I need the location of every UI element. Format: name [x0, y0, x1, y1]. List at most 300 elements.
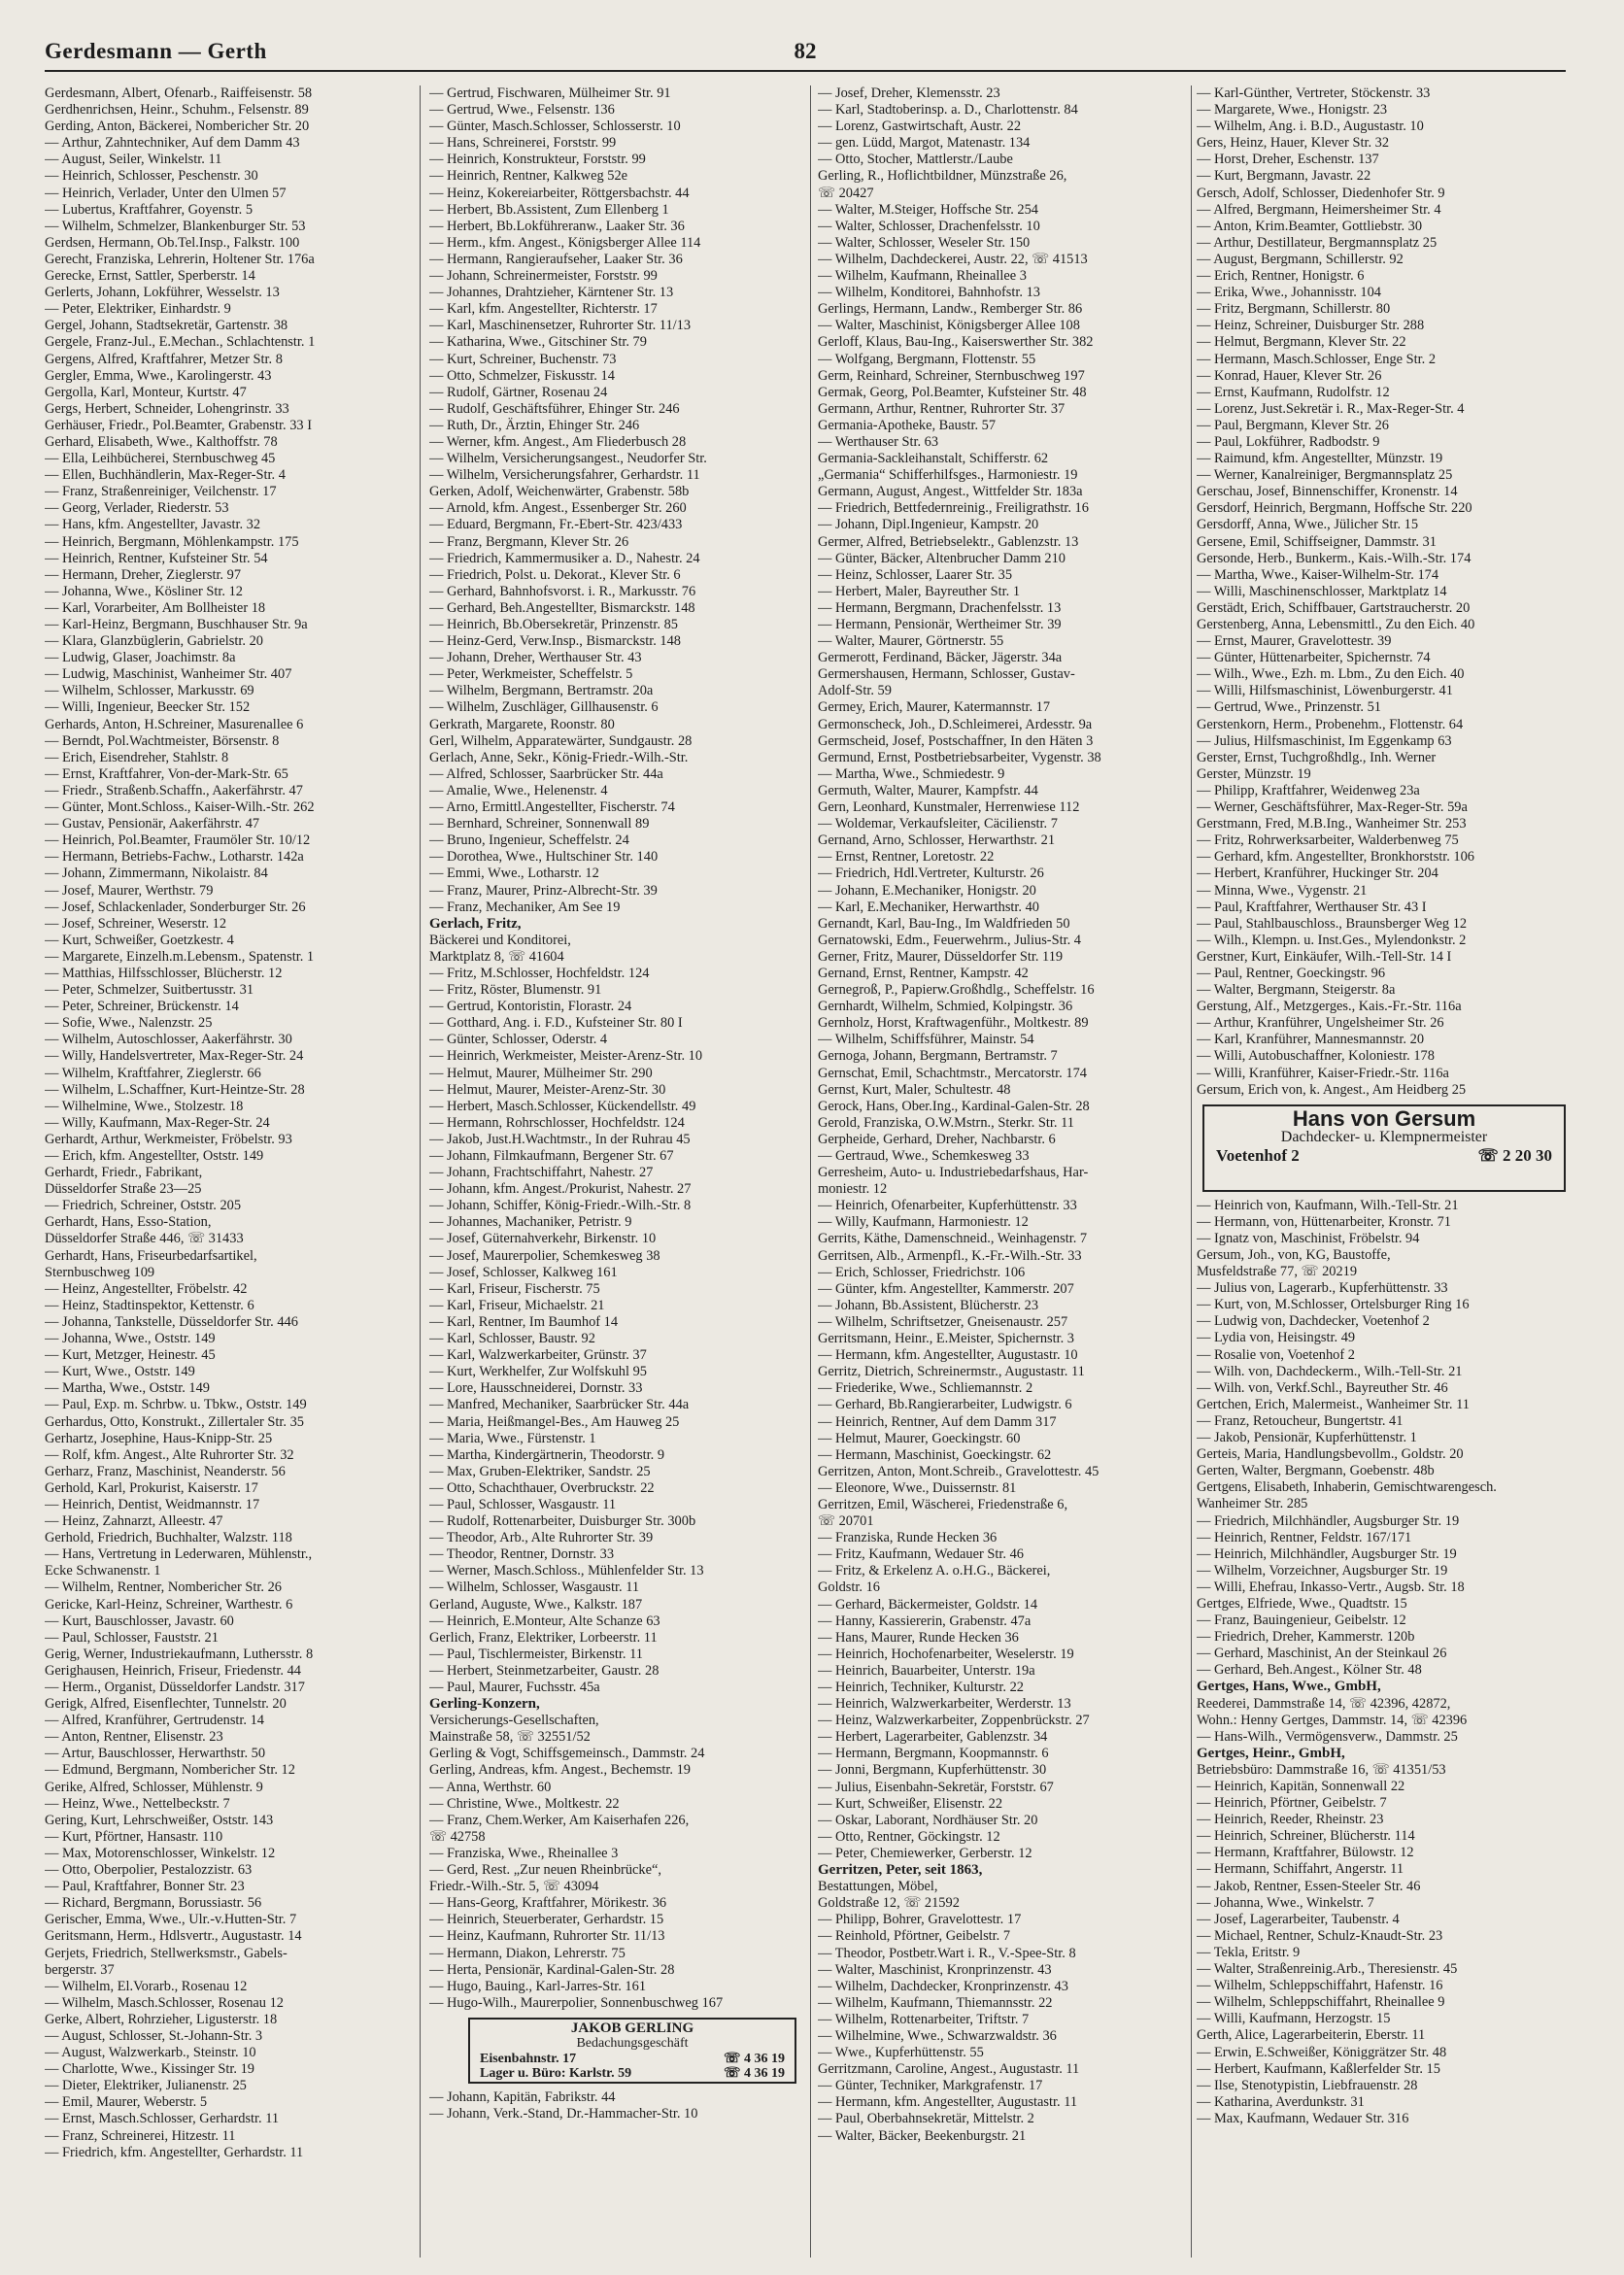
directory-entry: — Johann, Kapitän, Fabrikstr. 44: [429, 2088, 616, 2105]
directory-entry: — Herta, Pensionär, Kardinal-Galen-Str. 28: [429, 1961, 675, 1978]
directory-entry: — Wolfgang, Bergmann, Flottenstr. 55: [818, 351, 1036, 367]
directory-entry: — Karl, Maschinensetzer, Ruhrorter Str. 11/13: [429, 318, 692, 334]
directory-entry: — Friedrich, Kammermusiker a. D., Nahestr. 24: [429, 550, 700, 566]
directory-entry: ☏ 42758: [429, 1828, 486, 1845]
directory-entry: — Günter, Hüttenarbeiter, Spichernstr. 74: [1197, 650, 1431, 666]
directory-entry: — Michael, Rentner, Schulz-Knaudt-Str. 23: [1197, 1927, 1443, 1944]
directory-entry: — Heinz, Stadtinspektor, Kettenstr. 6: [45, 1297, 254, 1313]
directory-entry: — Herm., Organist, Düsseldorfer Landstr. 317: [45, 1680, 305, 1695]
directory-entry: — Minna, Wwe., Vygenstr. 21: [1197, 882, 1368, 899]
directory-entry: — Arthur, Zahntechniker, Auf dem Damm 43: [45, 135, 300, 152]
directory-entry: — Walter, Maschinist, Königsberger Allee 108: [818, 318, 1080, 334]
directory-entry: — Georg, Verlader, Riederstr. 53: [45, 500, 229, 517]
directory-entry: — Rolf, kfm. Angest., Alte Ruhrorter Str. 32: [45, 1446, 294, 1463]
directory-entry: Gering, Kurt, Lehrschweißer, Oststr. 143: [45, 1812, 274, 1828]
directory-entry: — Franz, Straßenreiniger, Veilchenstr. 17: [45, 484, 277, 500]
directory-entry: Gerhard, Elisabeth, Wwe., Kalthoffstr. 78: [45, 433, 278, 450]
directory-entry: — Kurt, Bergmann, Javastr. 22: [1197, 168, 1371, 185]
directory-entry: — Wilhelm, Bergmann, Bertramstr. 20a: [429, 683, 654, 699]
directory-entry: Gerpheide, Gerhard, Dreher, Nachbarstr. 6: [818, 1131, 1056, 1147]
directory-entry: — Wilh., Klempn. u. Inst.Ges., Mylendonkstr. 2: [1197, 932, 1467, 948]
directory-entry: — Heinrich, Reeder, Rheinstr. 23: [1197, 1812, 1384, 1828]
directory-entry: — Lorenz, Just.Sekretär i. R., Max-Reger-Str. 4: [1197, 400, 1465, 417]
directory-entry: Gerlach, Anne, Sekr., König-Friedr.-Wilh.-Str.: [429, 749, 689, 765]
directory-entry: Düsseldorfer Straße 446, ☏ 31433: [45, 1231, 244, 1247]
directory-entry: — Heinrich, Rentner, Kufsteiner Str. 54: [45, 550, 268, 566]
directory-entry: Gerstung, Alf., Metzgerges., Kais.-Fr.-Str. 116a: [1197, 999, 1462, 1015]
directory-entry: Gersum, Erich von, k. Angest., Am Heidberg 25: [1197, 1081, 1467, 1098]
directory-entry: — Hermann, kfm. Angestellter, Augustastr. 10: [818, 1347, 1078, 1364]
column-4: [1197, 85, 1573, 2261]
directory-entry: Mainstraße 58, ☏ 32551/52: [429, 1729, 591, 1746]
directory-entry: Germann, August, Angest., Wittfelder Str. 183a: [818, 484, 1083, 500]
directory-entry: — Johanna, Wwe., Oststr. 149: [45, 1331, 216, 1347]
directory-entry: Gerritzen, Peter, seit 1863,: [818, 1862, 983, 1879]
directory-entry: — Paul, Rentner, Goeckingstr. 96: [1197, 965, 1386, 981]
directory-entry: Gerharz, Franz, Maschinist, Neanderstr. 56: [45, 1463, 286, 1479]
directory-entry: — Artur, Bauschlosser, Herwarthstr. 50: [45, 1746, 266, 1762]
directory-entry: — Sofie, Wwe., Nalenzstr. 25: [45, 1015, 213, 1032]
directory-entry: Gerl, Wilhelm, Apparatewärter, Sundgaustr. 28: [429, 732, 693, 749]
directory-entry: — Erich, kfm. Angestellter, Oststr. 149: [45, 1148, 264, 1164]
directory-entry: — Paul, Stahlbauschloss., Braunsberger Weg 12: [1197, 915, 1468, 932]
directory-entry: — Kurt, Schreiner, Buchenstr. 73: [429, 351, 617, 367]
directory-entry: — Jakob, Rentner, Essen-Steeler Str. 46: [1197, 1878, 1421, 1894]
directory-entry: — Johann, Frachtschiffahrt, Nahestr. 27: [429, 1165, 654, 1181]
directory-entry: Germania-Sackleihanstalt, Schifferstr. 62: [818, 451, 1049, 467]
directory-entry: — Wwe., Kupferhüttenstr. 55: [818, 2045, 984, 2061]
directory-entry: — Tekla, Eritstr. 9: [1197, 1944, 1301, 1960]
directory-entry: — Ludwig, Glaser, Joachimstr. 8a: [45, 650, 236, 666]
directory-entry: — Hans-Wilh., Vermögensverw., Dammstr. 25: [1197, 1728, 1458, 1745]
directory-entry: — Ludwig von, Dachdecker, Voetenhof 2: [1197, 1313, 1430, 1330]
directory-entry: — Franz, Chem.Werker, Am Kaiserhafen 226,: [429, 1812, 690, 1828]
directory-entry: — Gerhard, Maschinist, An der Steinkaul 26: [1197, 1646, 1447, 1662]
directory-entry: — Fritz, Rohrwerksarbeiter, Walderbenweg 75: [1197, 832, 1459, 849]
directory-entry: — Jonni, Bergmann, Kupferhüttenstr. 30: [818, 1762, 1047, 1779]
directory-entry: — Maria, Heißmangel-Bes., Am Hauweg 25: [429, 1413, 680, 1430]
directory-entry: Gertges, Hans, Wwe., GmbH,: [1197, 1679, 1381, 1695]
directory-entry: — Horst, Dreher, Eschenstr. 137: [1197, 152, 1379, 168]
directory-entry: Germania-Apotheke, Baustr. 57: [818, 417, 997, 433]
directory-entry: — Günter, Mont.Schloss., Kaiser-Wilh.-Str. 262: [45, 799, 315, 816]
directory-entry: — Arno, Ermittl.Angestellter, Fischerstr. 74: [429, 799, 675, 816]
directory-entry: — Heinz, Walzwerkarbeiter, Zoppenbrückstr. 27: [818, 1713, 1090, 1729]
directory-entry: — Werner, Masch.Schloss., Mühlenfelder Str. 13: [429, 1563, 704, 1579]
directory-entry: Gers, Heinz, Hauer, Klever Str. 32: [1197, 135, 1390, 152]
directory-entry: — Kurt, Schweißer, Elisenstr. 22: [818, 1795, 1003, 1812]
directory-entry: — Peter, Schmelzer, Suitbertusstr. 31: [45, 982, 254, 999]
directory-entry: Gerock, Hans, Ober.Ing., Kardinal-Galen-Str. 28: [818, 1098, 1090, 1114]
directory-entry: — Bernhard, Schreiner, Sonnenwall 89: [429, 816, 650, 832]
directory-entry: — Ernst, Rentner, Loretostr. 22: [818, 849, 995, 866]
directory-entry: Gernschat, Emil, Schachtmstr., Mercatorstr. 174: [818, 1065, 1087, 1081]
directory-entry: — Wilhelm, Ang. i. B.D., Augustastr. 10: [1197, 119, 1424, 135]
directory-entry: Gerjets, Friedrich, Stellwerksmstr., Gabels-: [45, 1945, 288, 1961]
directory-entry: — Franziska, Runde Hecken 36: [818, 1530, 998, 1546]
directory-entry: — Wilhelm, Kaufmann, Rheinallee 3: [818, 268, 1027, 285]
directory-entry: — Josef, Lagerarbeiter, Taubenstr. 4: [1197, 1911, 1400, 1927]
directory-entry: — Walter, Straßenreinig.Arb., Theresienstr. 45: [1197, 1961, 1458, 1978]
directory-entry: — Günter, Masch.Schlosser, Schlosserstr. 10: [429, 119, 681, 135]
column-2: [429, 85, 806, 2261]
directory-entry: — Wilhelmine, Wwe., Schwarzwaldstr. 36: [818, 2027, 1057, 2044]
directory-entry: — Ellen, Buchhändlerin, Max-Reger-Str. 4: [45, 467, 286, 484]
directory-entry: — Johann, Zimmermann, Nikolaistr. 84: [45, 866, 268, 882]
directory-entry: — Otto, Schmelzer, Fiskusstr. 14: [429, 367, 615, 384]
directory-entry: Gersonde, Herb., Bunkerm., Kais.-Wilh.-Str. 174: [1197, 550, 1472, 566]
directory-entry: — Berndt, Pol.Wachtmeister, Börsenstr. 8: [45, 732, 280, 749]
ad-phone: ☏ 4 36 19: [723, 2066, 785, 2082]
directory-entry: Betriebsbüro: Dammstraße 16, ☏ 41351/53: [1197, 1761, 1446, 1778]
directory-entry: Gerster, Münzstr. 19: [1197, 765, 1311, 782]
directory-entry: — Heinrich, Walzwerkarbeiter, Werderstr. 13: [818, 1696, 1071, 1713]
directory-entry: Gernand, Arno, Schlosser, Herwarthstr. 21: [818, 832, 1056, 849]
page-number: 82: [794, 39, 817, 63]
directory-entry: — Hermann, Dreher, Zieglerstr. 97: [45, 566, 242, 583]
directory-entry: — Johanna, Wwe., Winkelstr. 7: [1197, 1894, 1374, 1911]
ad-subtitle: Dachdecker- u. Klempnermeister: [1280, 1128, 1488, 1145]
directory-entry: — Max, Gruben-Elektriker, Sandstr. 25: [429, 1463, 651, 1479]
directory-entry: — Friedrich, Polst. u. Dekorat., Klever Str. 6: [429, 566, 681, 583]
directory-entry: — Max, Motorenschlosser, Winkelstr. 12: [45, 1845, 276, 1861]
directory-entry: — Johann, kfm. Angest./Prokurist, Nahestr. 27: [429, 1181, 692, 1198]
directory-entry: — Kurt, Metzger, Heinestr. 45: [45, 1347, 216, 1364]
directory-entry: Gergel, Johann, Stadtsekretär, Gartenstr. 38: [45, 318, 288, 334]
column-3: [818, 85, 1185, 2261]
directory-entry: — Friederike, Wwe., Schliemannstr. 2: [818, 1380, 1033, 1397]
directory-entry: — Walter, Schlosser, Weseler Str. 150: [818, 234, 1031, 251]
directory-entry: — Karl, Vorarbeiter, Am Bollheister 18: [45, 599, 266, 616]
directory-entry: Gerritzen, Emil, Wäscherei, Friedenstraße 6,: [818, 1496, 1068, 1512]
directory-entry: Gerecht, Franziska, Lehrerin, Holtener Str. 176a: [45, 251, 315, 267]
directory-entry: Goldstr. 16: [818, 1579, 880, 1596]
directory-entry: — Walter, Maschinist, Kronprinzenstr. 43: [818, 1961, 1052, 1978]
directory-entry: — Hermann, Kraftfahrer, Bülowstr. 12: [1197, 1845, 1414, 1861]
directory-entry: Gersdorf, Heinrich, Bergmann, Hoffsche Str. 220: [1197, 500, 1472, 517]
directory-entry: — Otto, Rentner, Göckingstr. 12: [818, 1828, 1000, 1845]
directory-entry: — Paul, Exp. m. Schrbw. u. Tbkw., Oststr. 149: [45, 1397, 307, 1413]
directory-entry: — Paul, Lokführer, Radbodstr. 9: [1197, 433, 1380, 450]
directory-entry: Gern, Leonhard, Kunstmaler, Herrenwiese 112: [818, 799, 1080, 816]
directory-entry: Gerlich, Franz, Elektriker, Lorbeerstr. 11: [429, 1629, 658, 1646]
directory-entry: — Julius, Hilfsmaschinist, Im Eggenkamp 63: [1197, 732, 1452, 749]
directory-entry: — Werner, Kanalreiniger, Bergmannsplatz 25: [1197, 467, 1453, 484]
directory-entry: Gertges, Elfriede, Wwe., Quadtstr. 15: [1197, 1595, 1407, 1612]
directory-entry: — Josef, Schreiner, Weserstr. 12: [45, 915, 227, 932]
directory-entry: — Lorenz, Gastwirtschaft, Austr. 22: [818, 119, 1022, 135]
directory-entry: — Helmut, Maurer, Meister-Arenz-Str. 30: [429, 1081, 666, 1098]
directory-entry: — Wilhelm, Schleppschiffahrt, Rheinallee 9: [1197, 1994, 1445, 2011]
directory-entry: — gen. Lüdd, Margot, Matenastr. 134: [818, 135, 1031, 152]
ad-address: Voetenhof 2: [1216, 1145, 1300, 1165]
ad-title: JAKOB GERLING: [570, 2020, 694, 2036]
directory-entry: — Hugo-Wilh., Maurerpolier, Sonnenbuschweg 167: [429, 1994, 724, 2011]
directory-entry: — Katharina, Averdunkstr. 31: [1197, 2093, 1365, 2110]
directory-entry: Gerhäuser, Friedr., Pol.Beamter, Grabenstr. 33 I: [45, 417, 312, 433]
directory-entry: — Hermann, Rohrschlosser, Hochfeldstr. 124: [429, 1114, 685, 1131]
directory-entry: — Wilhelm, Rentner, Nombericher Str. 26: [45, 1579, 282, 1596]
directory-entry: — August, Schlosser, St.-Johann-Str. 3: [45, 2027, 263, 2044]
directory-entry: — Hans, Vertretung in Lederwaren, Mühlenstr.,: [45, 1546, 313, 1563]
directory-entry: — Josef, Maurerpolier, Schemkesweg 38: [429, 1247, 660, 1264]
directory-entry: — Gertrud, Wwe., Felsenstr. 136: [429, 102, 615, 119]
directory-entry: — Helmut, Maurer, Mülheimer Str. 290: [429, 1065, 653, 1081]
directory-entry: Gerhardt, Hans, Esso-Station,: [45, 1214, 212, 1231]
directory-entry: Gerlerts, Johann, Lokführer, Wesselstr. 13: [45, 285, 280, 301]
directory-entry: — Edmund, Bergmann, Nombericher Str. 12: [45, 1762, 295, 1779]
directory-entry: — Margarete, Wwe., Honigstr. 23: [1197, 102, 1388, 119]
directory-entry: Gernholz, Horst, Kraftwagenführ., Moltkestr. 89: [818, 1015, 1089, 1032]
ad-address: Lager u. Büro: Karlstr. 59: [480, 2066, 632, 2082]
directory-entry: — Fritz, & Erkelenz A. o.H.G., Bäckerei,: [818, 1563, 1051, 1579]
directory-entry: Gerhards, Anton, H.Schreiner, Masurenallee 6: [45, 716, 304, 732]
directory-entry: — Kurt, Pförtner, Hansastr. 110: [45, 1828, 223, 1845]
directory-entry: Gernatowski, Edm., Feuerwehrm., Julius-Str. 4: [818, 932, 1081, 948]
column-1: [45, 85, 410, 2261]
directory-entry: — Wilhelm, Schmelzer, Blankenburger Str. 53: [45, 218, 306, 234]
directory-entry: — Friedrich, Hdl.Vertreter, Kulturstr. 26: [818, 866, 1044, 882]
directory-entry: — Heinrich, Steuerberater, Gerhardstr. 15: [429, 1912, 664, 1928]
directory-entry: Gerdsen, Hermann, Ob.Tel.Insp., Falkstr. 100: [45, 234, 300, 251]
directory-entry: — Helmut, Bergmann, Klever Str. 22: [1197, 334, 1406, 351]
directory-entry: Germuth, Walter, Maurer, Kampfstr. 44: [818, 782, 1038, 798]
directory-entry: — Fritz, Bergmann, Schillerstr. 80: [1197, 301, 1391, 318]
directory-entry: Gerding, Anton, Bäckerei, Nombericher Str. 20: [45, 119, 310, 135]
directory-entry: Germak, Georg, Pol.Beamter, Kufsteiner Str. 48: [818, 384, 1087, 400]
directory-entry: — Lubertus, Kraftfahrer, Goyenstr. 5: [45, 201, 254, 218]
directory-entry: — Rudolf, Rottenarbeiter, Duisburger Str. 300b: [429, 1513, 696, 1530]
directory-entry: — Hans, Maurer, Runde Hecken 36: [818, 1629, 1019, 1646]
ad-address: Eisenbahnstr. 17: [480, 2051, 577, 2066]
directory-entry: — Johann, Schreinermeister, Forststr. 99: [429, 268, 658, 285]
directory-entry: — Hans-Georg, Kraftfahrer, Mörikestr. 36: [429, 1895, 667, 1912]
directory-entry: — Heinrich, Kapitän, Sonnenwall 22: [1197, 1779, 1405, 1794]
directory-entry: Ecke Schwanenstr. 1: [45, 1563, 161, 1579]
directory-entry: — Franz, Retoucheur, Bungertstr. 41: [1197, 1412, 1404, 1429]
directory-entry: — Josef, Schlosser, Kalkweg 161: [429, 1264, 618, 1280]
directory-entry: — Werner, kfm. Angest., Am Fliederbusch 28: [429, 433, 687, 450]
directory-entry: Gerstmann, Fred, M.B.Ing., Wanheimer Str. 253: [1197, 816, 1467, 832]
directory-entry: — Erich, Eisendreher, Stahlstr. 8: [45, 749, 229, 765]
directory-entry: — Gertrud, Fischwaren, Mülheimer Str. 91: [429, 85, 671, 101]
directory-entry: — Fritz, Kaufmann, Wedauer Str. 46: [818, 1546, 1024, 1563]
directory-entry: Gertchen, Erich, Malermeist., Wanheimer Str. 11: [1197, 1396, 1470, 1412]
directory-entry: — Willi, Hilfsmaschinist, Löwenburgerstr. 41: [1197, 683, 1453, 699]
advertisement-box: [1202, 1104, 1566, 1192]
directory-entry: Gerresheim, Auto- u. Industriebedarfshaus, Har-: [818, 1165, 1089, 1181]
column-rule: [810, 85, 811, 2258]
directory-entry: — Julius von, Lagerarb., Kupferhüttenstr. 33: [1197, 1280, 1448, 1297]
directory-entry: — Raimund, kfm. Angestellter, Münzstr. 19: [1197, 451, 1443, 467]
directory-entry: — Eduard, Bergmann, Fr.-Ebert-Str. 423/433: [429, 517, 683, 533]
directory-entry: — Heinz, Wwe., Nettelbeckstr. 7: [45, 1795, 230, 1812]
directory-entry: — Anna, Werthstr. 60: [429, 1779, 552, 1795]
directory-entry: — Erich, Schlosser, Friedrichstr. 106: [818, 1264, 1026, 1280]
directory-entry: — Heinrich, Bb.Obersekretär, Prinzenstr. 85: [429, 617, 678, 632]
directory-entry: Gerling, Andreas, kfm. Angest., Bechemstr. 19: [429, 1762, 691, 1779]
directory-entry: — Ernst, Maurer, Gravelottestr. 39: [1197, 633, 1392, 650]
directory-entry: — Hermann, von, Hüttenarbeiter, Kronstr. 71: [1197, 1213, 1451, 1230]
directory-entry: — Herbert, Masch.Schlosser, Kückendellstr. 49: [429, 1098, 696, 1114]
directory-entry: — Karl, Walzwerkarbeiter, Grünstr. 37: [429, 1347, 647, 1364]
directory-entry: — Eleonore, Wwe., Duissernstr. 81: [818, 1479, 1017, 1496]
directory-entry: Gersene, Emil, Schiffseigner, Dammstr. 31: [1197, 533, 1437, 550]
directory-entry: — Franz, Maurer, Prinz-Albrecht-Str. 39: [429, 882, 658, 899]
directory-entry: — Gertraud, Wwe., Schemkesweg 33: [818, 1148, 1030, 1164]
directory-entry: Gerlach, Fritz,: [429, 915, 522, 932]
directory-entry: Gerig, Werner, Industriekaufmann, Luthersstr. 8: [45, 1646, 314, 1662]
directory-entry: Gerritsen, Alb., Armenpfl., K.-Fr.-Wilh.-Str. 33: [818, 1247, 1082, 1264]
directory-entry: — Karl-Heinz, Bergmann, Buschhauser Str. 9a: [45, 617, 308, 632]
directory-entry: — Wilhelm, Dachdecker, Kronprinzenstr. 43: [818, 1978, 1068, 1994]
directory-entry: Germscheid, Josef, Postschaffner, In den Häten 3: [818, 732, 1094, 749]
directory-entry: — Herbert, Kaufmann, Kaßlerfelder Str. 15: [1197, 2060, 1440, 2077]
directory-entry: Gerschau, Josef, Binnenschiffer, Kronenstr. 14: [1197, 484, 1458, 500]
directory-entry: — Johann, E.Mechaniker, Honigstr. 20: [818, 882, 1036, 899]
directory-entry: Germey, Erich, Maurer, Katermannstr. 17: [818, 699, 1051, 716]
directory-entry: — Heinrich von, Kaufmann, Wilh.-Tell-Str. 21: [1197, 1197, 1459, 1213]
directory-entry: — Willy, Kaufmann, Harmoniestr. 12: [818, 1214, 1029, 1231]
directory-entry: Gersdorff, Anna, Wwe., Jülicher Str. 15: [1197, 517, 1419, 533]
directory-entry: Germerott, Ferdinand, Bäcker, Jägerstr. 34a: [818, 650, 1063, 666]
directory-entry: — Günter, Bäcker, Altenbrucher Damm 210: [818, 550, 1066, 566]
directory-entry: Gerecke, Ernst, Sattler, Sperberstr. 14: [45, 268, 255, 285]
directory-entry: — Johann, Filmkaufmann, Bergener Str. 67: [429, 1148, 674, 1164]
directory-entry: — Wilhelm, Autoschlosser, Aakerfährstr. 30: [45, 1032, 292, 1048]
directory-entry: — Manfred, Mechaniker, Saarbrücker Str. 44a: [429, 1397, 690, 1413]
directory-entry: — Willi, Kaufmann, Herzogstr. 15: [1197, 2011, 1391, 2027]
directory-entry: — Heinz-Gerd, Verw.Insp., Bismarckstr. 148: [429, 633, 681, 650]
directory-entry: Goldstraße 12, ☏ 21592: [818, 1895, 960, 1912]
directory-entry: — Kurt, Schweißer, Goetzkestr. 4: [45, 932, 234, 948]
directory-entry: — Jakob, Pensionär, Kupferhüttenstr. 1: [1197, 1430, 1417, 1446]
directory-entry: — Willi, Ingenieur, Beecker Str. 152: [45, 699, 251, 716]
directory-entry: — Franz, Bergmann, Klever Str. 26: [429, 533, 629, 550]
directory-entry: Germonscheck, Joh., D.Schleimerei, Ardesstr. 9a: [818, 716, 1093, 732]
directory-entry: — August, Seiler, Winkelstr. 11: [45, 152, 222, 168]
directory-entry: — Oskar, Laborant, Nordhäuser Str. 20: [818, 1812, 1038, 1828]
directory-entry: — Gerhard, Bahnhofsvorst. i. R., Markusstr. 76: [429, 583, 696, 599]
directory-entry: Reederei, Dammstraße 14, ☏ 42396, 42872,: [1197, 1695, 1451, 1712]
directory-entry: Gericke, Karl-Heinz, Schreiner, Warthestr. 6: [45, 1596, 293, 1613]
directory-entry: Gerritsmann, Heinr., E.Meister, Spichernstr. 3: [818, 1331, 1074, 1347]
directory-entry: — Rudolf, Geschäftsführer, Ehinger Str. 246: [429, 400, 680, 417]
directory-entry: — Heinrich, Schreiner, Blücherstr. 114: [1197, 1828, 1415, 1845]
directory-entry: — Heinrich, Bauarbeiter, Unterstr. 19a: [818, 1662, 1035, 1679]
directory-entry: — Emmi, Wwe., Lotharstr. 12: [429, 866, 599, 882]
directory-entry: — Karl, Stadtoberinsp. a. D., Charlottenstr. 84: [818, 102, 1078, 119]
directory-entry: — Arthur, Destillateur, Bergmannsplatz 25: [1197, 234, 1438, 251]
directory-entry: ☏ 20701: [818, 1513, 874, 1530]
directory-entry: Gerteis, Maria, Handlungsbevollm., Goldstr. 20: [1197, 1446, 1464, 1463]
directory-entry: — Hans, kfm. Angestellter, Javastr. 32: [45, 517, 261, 533]
directory-entry: — Heinz, Schreiner, Duisburger Str. 288: [1197, 318, 1425, 334]
directory-entry: — Ernst, Kaufmann, Rudolfstr. 12: [1197, 384, 1390, 400]
directory-entry: Gerstner, Kurt, Einkäufer, Wilh.-Tell-Str. 14 I: [1197, 948, 1452, 965]
directory-entry: — Heinz, Zahnarzt, Alleestr. 47: [45, 1513, 223, 1530]
directory-entry: — Bruno, Ingenieur, Scheffelstr. 24: [429, 832, 629, 849]
directory-entry: — Johanna, Tankstelle, Düsseldorfer Str. 446: [45, 1313, 298, 1330]
directory-entry: — Werner, Geschäftsführer, Max-Reger-Str. 59a: [1197, 799, 1468, 816]
directory-entry: Friedr.-Wilh.-Str. 5, ☏ 43094: [429, 1879, 599, 1895]
directory-entry: Gernandt, Karl, Bau-Ing., Im Waldfrieden 50: [818, 915, 1070, 932]
directory-entry: Gerdesmann, Albert, Ofenarb., Raiffeisenstr. 58: [45, 85, 313, 101]
directory-entry: — Emil, Maurer, Weberstr. 5: [45, 2094, 208, 2111]
directory-entry: — Wilh. von, Verkf.Schl., Bayreuther Str. 46: [1197, 1379, 1448, 1396]
directory-entry: Wanheimer Str. 285: [1197, 1496, 1308, 1512]
directory-entry: — Gerhard, kfm. Angestellter, Bronkhorststr. 106: [1197, 849, 1474, 866]
directory-entry: — Wilhelm, Schiffsführer, Mainstr. 54: [818, 1032, 1034, 1048]
directory-entry: — Heinrich, Pol.Beamter, Fraumöler Str. 10/12: [45, 832, 311, 849]
directory-entry: — August, Bergmann, Schillerstr. 92: [1197, 251, 1404, 267]
directory-entry: — Hans, Schreinerei, Forststr. 99: [429, 135, 617, 152]
directory-entry: — Heinrich, Schlosser, Peschenstr. 30: [45, 168, 258, 185]
directory-entry: — Philipp, Bohrer, Gravelottestr. 17: [818, 1912, 1022, 1928]
directory-entry: — Friedrich, Milchhändler, Augsburger Str. 19: [1197, 1512, 1460, 1529]
directory-entry: Gernhardt, Wilhelm, Schmied, Kolpingstr. 36: [818, 999, 1073, 1015]
directory-entry: — Johann, Dipl.Ingenieur, Kampstr. 20: [818, 517, 1039, 533]
directory-entry: Gerritzmann, Caroline, Angest., Augustastr. 11: [818, 2061, 1080, 2078]
directory-entry: — Martha, Kindergärtnerin, Theodorstr. 9: [429, 1446, 665, 1463]
directory-entry: — Walter, Bergmann, Steigerstr. 8a: [1197, 982, 1396, 999]
directory-entry: — Karl, Kranführer, Mannesmannstr. 20: [1197, 1032, 1425, 1048]
directory-entry: — Paul, Schlosser, Wasgaustr. 11: [429, 1496, 617, 1512]
directory-entry: — Wilhelm, Schriftsetzer, Gneisenaustr. 257: [818, 1313, 1068, 1330]
directory-entry: — Erwin, E.Schweißer, Königgrätzer Str. 48: [1197, 2044, 1447, 2060]
directory-entry: Marktplatz 8, ☏ 41604: [429, 948, 564, 965]
directory-entry: — Max, Kaufmann, Wedauer Str. 316: [1197, 2110, 1409, 2126]
directory-entry: Wohn.: Henny Gertges, Dammstr. 14, ☏ 42396: [1197, 1712, 1468, 1728]
directory-entry: — Franz, Schreinerei, Hitzestr. 11: [45, 2127, 236, 2144]
directory-entry: Germer, Alfred, Betriebselektr., Gablenzstr. 13: [818, 533, 1079, 550]
directory-entry: — Paul, Schlosser, Fauststr. 21: [45, 1629, 219, 1646]
directory-entry: — Johannes, Machaniker, Petristr. 9: [429, 1214, 632, 1231]
directory-entry: — Paul, Kraftfahrer, Werthauser Str. 43 I: [1197, 899, 1427, 915]
directory-entry: — Wilhelm, El.Vorarb., Rosenau 12: [45, 1978, 248, 1994]
directory-entry: — Heinrich, E.Monteur, Alte Schanze 63: [429, 1613, 660, 1629]
directory-entry: — Hermann, kfm. Angestellter, Augustastr. 11: [818, 2094, 1078, 2111]
directory-entry: — Richard, Bergmann, Borussiastr. 56: [45, 1895, 262, 1912]
directory-entry: Gerritz, Dietrich, Schreinermstr., Augustastr. 11: [818, 1364, 1085, 1380]
directory-entry: — Wilhelm, Kaufmann, Thiemannsstr. 22: [818, 1994, 1053, 2011]
directory-entry: — Heinrich, Werkmeister, Meister-Arenz-Str. 10: [429, 1048, 703, 1065]
directory-entry: — Wilhelm, L.Schaffner, Kurt-Heintze-Str. 28: [45, 1081, 305, 1098]
directory-entry: — Josef, Maurer, Werthstr. 79: [45, 882, 214, 899]
directory-entry: — Arthur, Kranführer, Ungelsheimer Str. 26: [1197, 1015, 1444, 1032]
directory-entry: — Erich, Rentner, Honigstr. 6: [1197, 268, 1365, 285]
directory-entry: — Franz, Mechaniker, Am See 19: [429, 899, 621, 915]
directory-entry: — Paul, Kraftfahrer, Bonner Str. 23: [45, 1879, 245, 1895]
directory-entry: — Konrad, Hauer, Klever Str. 26: [1197, 367, 1382, 384]
directory-entry: — Anton, Krim.Beamter, Gottliebstr. 30: [1197, 218, 1423, 234]
directory-entry: Gerlings, Hermann, Landw., Remberger Str. 86: [818, 301, 1083, 318]
directory-entry: Gerrits, Käthe, Damenschneid., Weinhagenstr. 7: [818, 1231, 1088, 1247]
directory-entry: — Lydia von, Heisingstr. 49: [1197, 1330, 1356, 1346]
directory-entry: — Peter, Werkmeister, Scheffelstr. 5: [429, 666, 633, 683]
directory-entry: — Theodor, Arb., Alte Ruhrorter Str. 39: [429, 1530, 654, 1546]
directory-entry: — Heinz, Kokereiarbeiter, Röttgersbachstr. 44: [429, 185, 690, 201]
directory-entry: — Karl, Friseur, Michaelstr. 21: [429, 1297, 605, 1313]
directory-entry: — Kurt, von, M.Schlosser, Ortelsburger Ring 16: [1197, 1297, 1470, 1313]
directory-entry: — Martha, Wwe., Oststr. 149: [45, 1380, 211, 1397]
directory-entry: — Karl, Schlosser, Baustr. 92: [429, 1331, 595, 1347]
directory-entry: Adolf-Str. 59: [818, 683, 892, 699]
directory-entry: — Hugo, Bauing., Karl-Jarres-Str. 161: [429, 1978, 647, 1994]
page-header: [45, 37, 1566, 72]
directory-entry: — Wilhelm, Schlosser, Markusstr. 69: [45, 683, 254, 699]
directory-entry: — Willi, Ehefrau, Inkasso-Vertr., Augsb. Str. 18: [1197, 1579, 1465, 1595]
